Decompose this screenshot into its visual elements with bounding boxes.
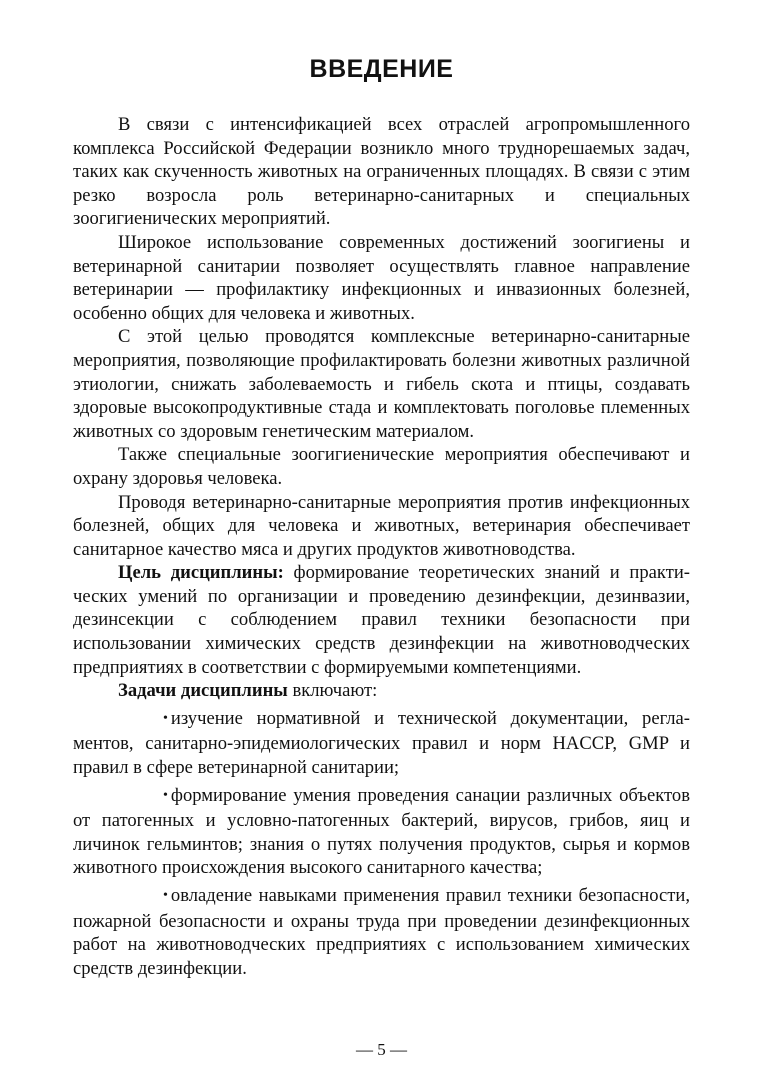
bullet-icon: • [163,787,168,803]
bullet-icon: • [163,888,168,903]
list-item [73,707,690,780]
list-item [73,784,690,880]
page-title: ВВЕДЕНИЕ [309,55,454,83]
task-item-text: овладение навыками применения правил техники безопасности, пожарной безопасности и охраны труда при проведении дезинфекционных работ на животноводческих предприятиях с использованием химических средств дезинфекции. [73,885,690,979]
tasks-label: Задачи дисциплины [118,680,288,702]
list-item [73,884,690,980]
paragraph-product-quality: Проводя ветеринарно-санитарные мероприятия против инфекционных болезней, общих для человека и животных, ветеринария обеспечивает санитарное качество мяса и других продуктов животноводства. [73,491,690,560]
task-item-text: изучение нормативной и технической документации, регламентов, санитарно-эпидемиологических правил и норм HACCP, GMP и правил в сфере ветеринарной санитарии; [73,707,690,779]
tasks-text: включают: [287,680,378,702]
paragraph-goal [73,561,690,679]
goal-label: Цель дисциплины: [118,562,284,584]
task-item-text: формирование умения проведения санации различных объектов от патогенных и условно-патогенных бактерий, вирусов, грибов, яиц и личинок гельминтов; знания о путях получения продуктов, сырья и кормов животного происхождения высокого санитарного качества; [73,784,690,879]
page-number: — 5 — [356,1040,407,1059]
paragraph-tasks-intro [73,679,690,703]
paragraph-intro: В связи с интенсификацией всех отраслей агропромышленного комплекса Российской Федерации возникло много труднорешаемых задач, таких как скученность животных на ограниченных площадях. В связи с этим резко возросла роль ветеринарно-санитарных и специальных зоогигиенических мероприятий. [73,114,690,230]
paragraph-zoohygiene: Широкое использование современных достижений зоогигиены и ветеринарной санитарии позволяет осуществлять главное направление ветеринарии — профилактику инфекционных и инвазионных болезней, особенно общих для человека и животных. [73,231,690,324]
goal-text: формирование теоретических знаний и практических умений по организации и проведению дезинфекции, дезинвазии, дезинсекции с соблюдением правил техники безопасности при использовании химических средств дезинфекции на животноводческих предприятиях в соответствии с формируемыми компетенциями. [73,562,690,678]
paragraph-human-health: Также специальные зоогигиенические мероприятия обеспечивают и охрану здоровья человека. [73,444,690,489]
body-text [73,113,690,980]
paragraph-measures: С этой целью проводятся комплексные ветеринарно-санитарные мероприятия, позволяющие профилактировать болезни животных различной этиологии, снижать заболеваемость и гибель скота и птицы, создавать здоровые высокопродуктивные стада и комплектовать поголовье племенных животных со здоровым генетическим материалом. [73,326,690,442]
bullet-icon: • [163,710,168,726]
